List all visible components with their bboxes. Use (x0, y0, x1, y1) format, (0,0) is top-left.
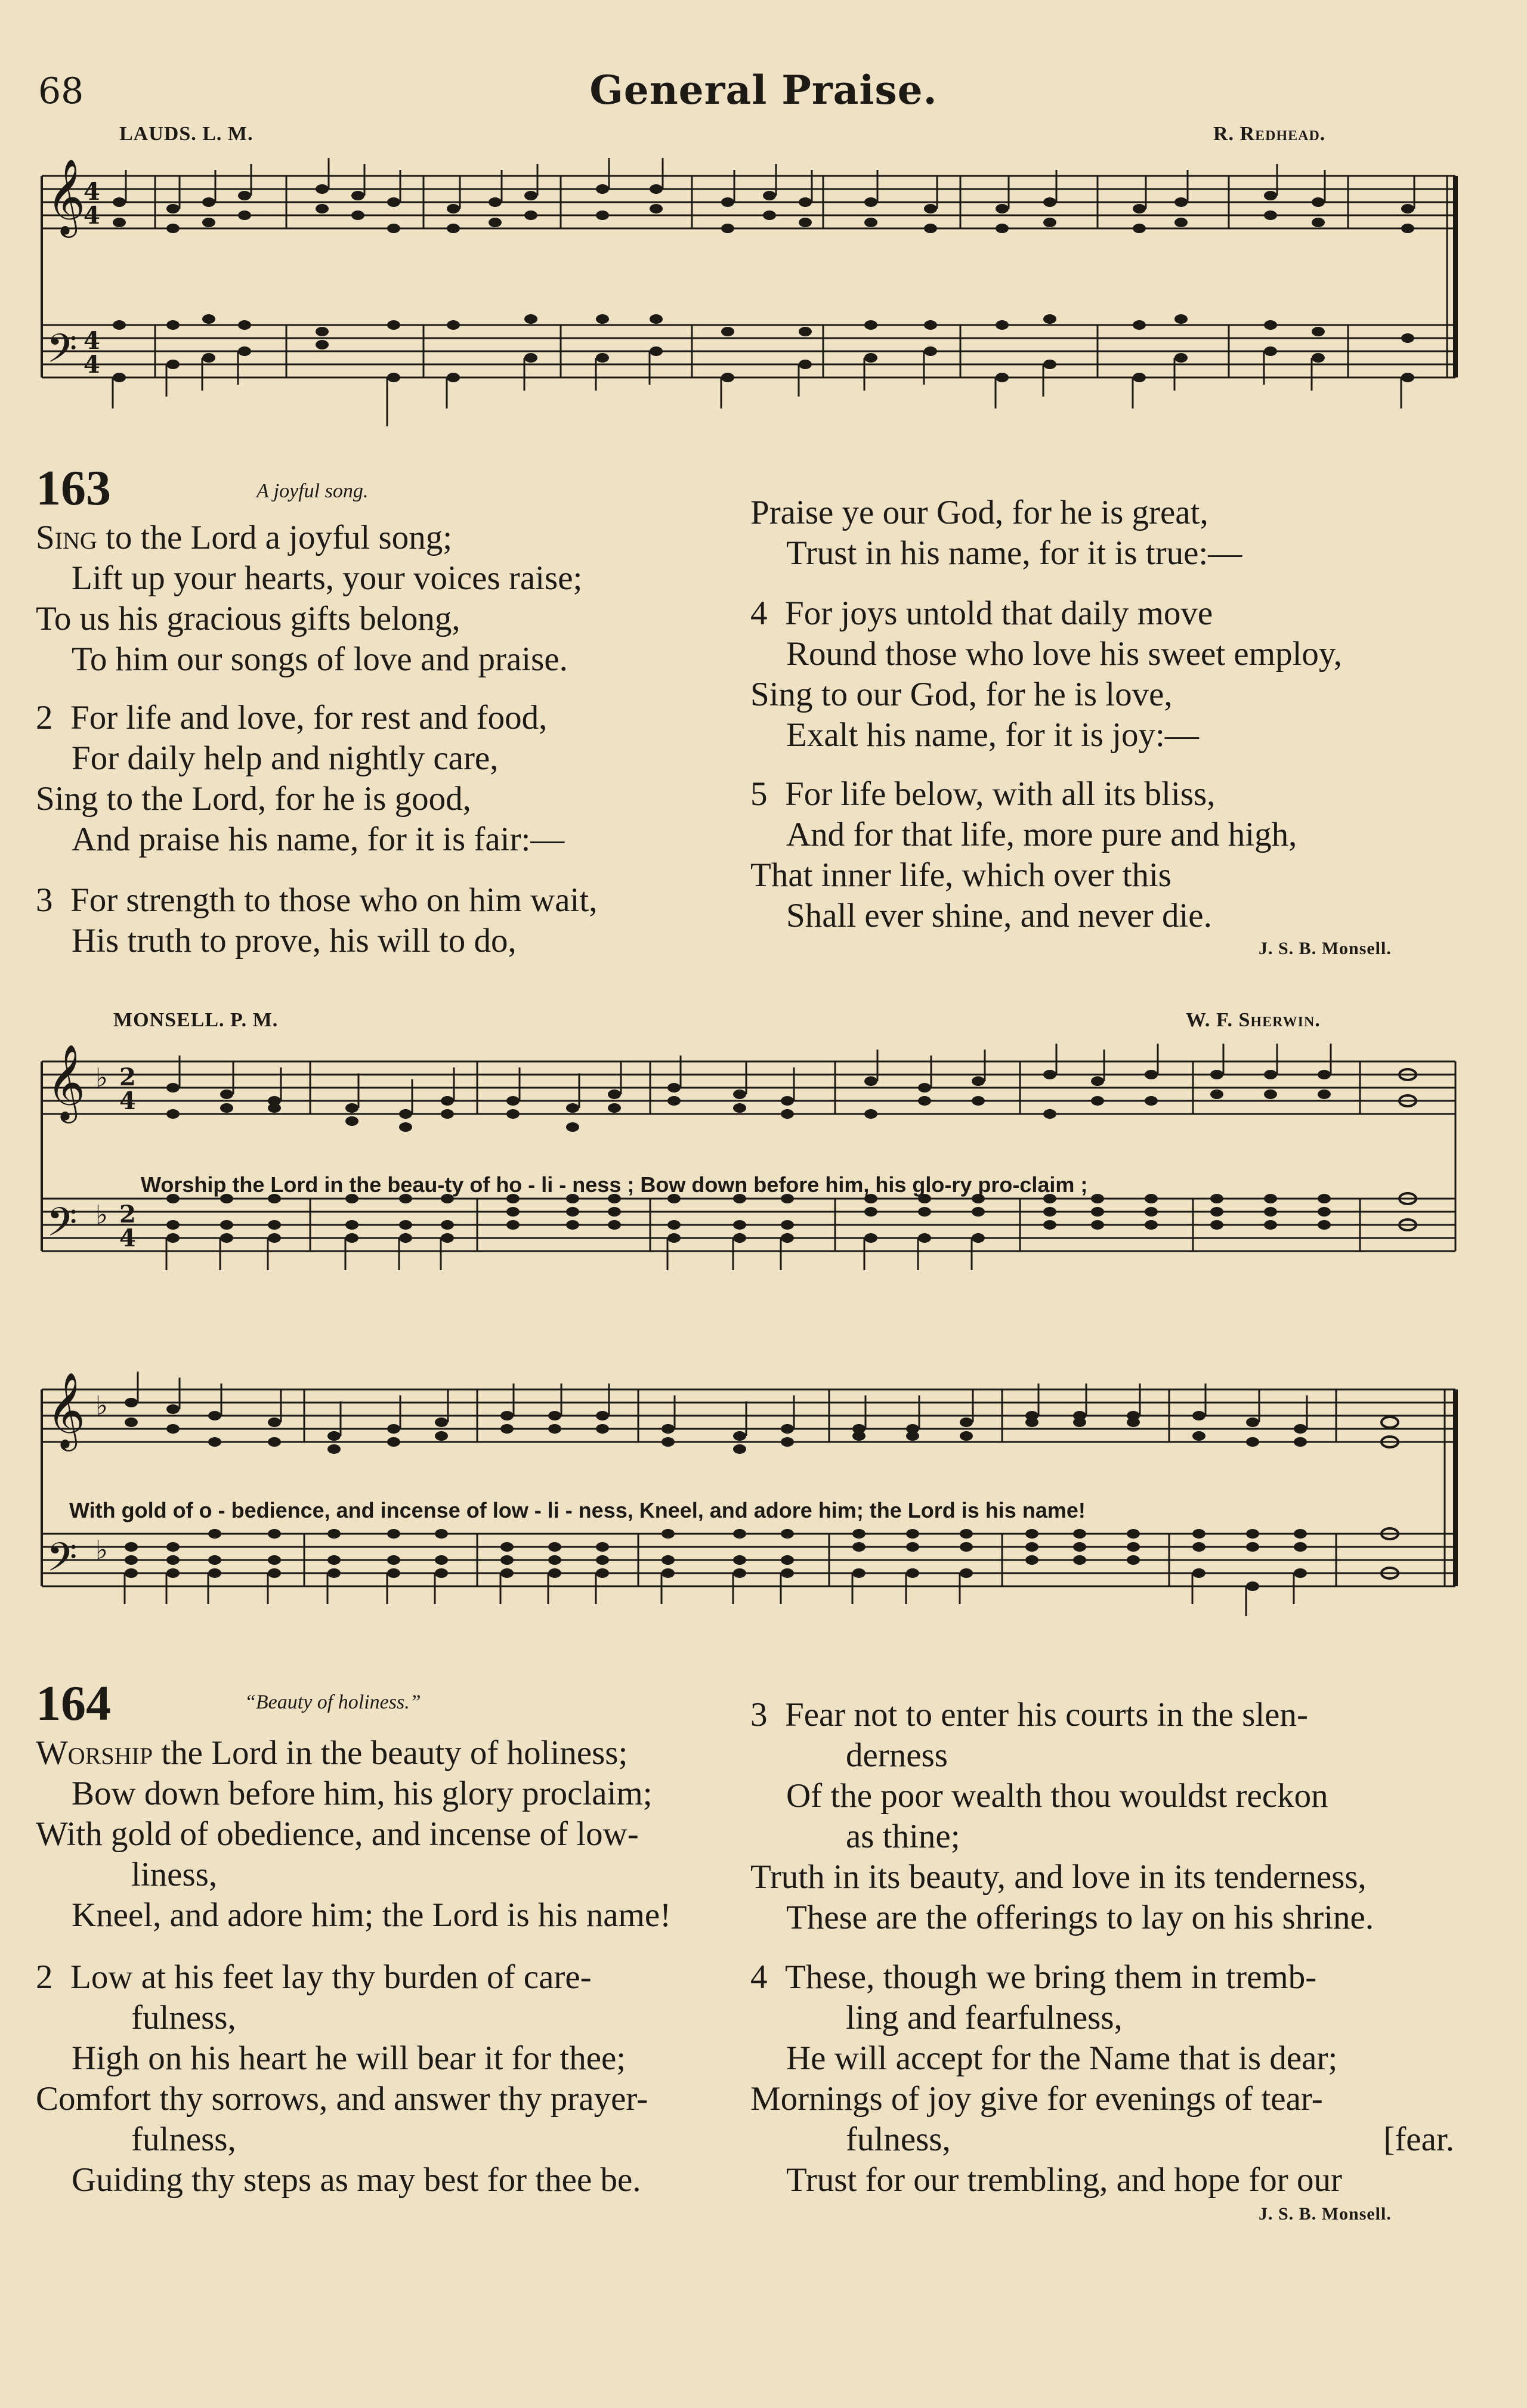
hymn-number-164: 164 (36, 1676, 111, 1731)
svg-text:𝄢: 𝄢 (47, 1199, 78, 1255)
svg-text:4: 4 (84, 178, 100, 206)
hymn164-verse-4: 4 These, though we bring them in tremb- ling and fearfulness, He will accept for the Name that is dear; Mornings of joy give for evenings of tear- fulness, [fear. Trust for our trembling, and hope for our (750, 1958, 1454, 2199)
author-164: J. S. B. Monsell. (1259, 2204, 1392, 2224)
svg-text:4: 4 (84, 351, 100, 379)
hymn163-verse-4: 4 For joys untold that daily move Round those who love his sweet employ, Sing to our God, for he is love, Exalt his name, for it is joy:— (750, 595, 1342, 754)
hymn163-verse-3a: 3 For strength to those who on him wait, His truth to prove, his will to do, (36, 881, 598, 960)
svg-text:♭: ♭ (95, 1391, 108, 1421)
svg-text:4: 4 (119, 1087, 136, 1115)
svg-text:♭: ♭ (95, 1535, 108, 1565)
hymn-subtitle-163: A joyful song. (256, 480, 369, 502)
music-score-lauds (36, 152, 1461, 468)
hymn164-verse-1: Worship the Lord in the beauty of holiness; Bow down before him, his glory proclaim; With gold of obedience, and incense of low- liness, Kneel, and adore him; the Lord is his name! (36, 1734, 672, 1934)
lyrics-line-2: With gold of o - bedience, and incense of low - li - ness, Kneel, and adore him; the Lord is his name! (69, 1498, 1086, 1522)
page-number: 68 (38, 70, 84, 112)
svg-text:𝄢: 𝄢 (47, 326, 78, 381)
hymn163-verse-5: 5 For life below, with all its bliss, And for that life, more pure and high, That inner life, which over this Shall ever shine, and never die. (750, 775, 1297, 934)
first-word: Sing (36, 519, 97, 556)
composer-sherwin: W. F. Sherwin. (1186, 1009, 1321, 1031)
page-title: General Praise. (589, 67, 938, 113)
hymn163-verse-3b: Praise ye our God, for he is great, Trust in his name, for it is true:— (750, 494, 1242, 572)
first-word: Worship (36, 1734, 153, 1772)
svg-text:𝄞: 𝄞 (47, 1372, 86, 1448)
tune-name-lauds: LAUDS. L. M. (119, 123, 254, 145)
hymn-subtitle-164: “Beauty of holiness.” (245, 1691, 421, 1713)
svg-text:2: 2 (119, 1063, 136, 1091)
svg-text:4: 4 (119, 1224, 136, 1252)
tune-name-monsell: MONSELL. P. M. (113, 1009, 279, 1031)
svg-text:𝄞: 𝄞 (47, 158, 86, 234)
svg-text:4: 4 (84, 202, 100, 230)
svg-text:𝄢: 𝄢 (47, 1534, 78, 1590)
hymn-number-163: 163 (36, 460, 111, 516)
hymn164-verse-3: 3 Fear not to enter his courts in the slen- derness Of the poor wealth thou wouldst reckon as thine; Truth in its beauty, and love in its tenderness, These are the offerings to lay on his shrine. (750, 1696, 1374, 1936)
lyrics-line-1: Worship the Lord in the beau-ty of ho - li - ness ; Bow down before him, his glo-ry pro-claim ; (141, 1172, 1088, 1197)
composer-redhead: R. Redhead. (1213, 123, 1326, 145)
svg-text:𝄞: 𝄞 (47, 1044, 86, 1120)
hymn163-verse-1: Sing to the Lord a joyful song; Lift up your hearts, your voices raise; To us his gracious gifts belong, To him our songs of love and praise. (36, 519, 583, 678)
hymn164-verse-2: 2 Low at his feet lay thy burden of care- fulness, High on his heart he will bear it for thee; Comfort thy sorrows, and answer thy prayer- fulness, Guiding thy steps as may best for thee be. (36, 1958, 648, 2199)
hymn163-verse-2: 2 For life and love, for rest and food, For daily help and nightly care, Sing to the Lord, for he is good, And praise his name, for it is fair:— (36, 699, 565, 858)
svg-text:2: 2 (119, 1200, 136, 1228)
svg-text:4: 4 (84, 327, 100, 355)
svg-text:♭: ♭ (95, 1200, 108, 1230)
svg-text:♭: ♭ (95, 1063, 108, 1093)
author-163: J. S. B. Monsell. (1259, 939, 1392, 958)
